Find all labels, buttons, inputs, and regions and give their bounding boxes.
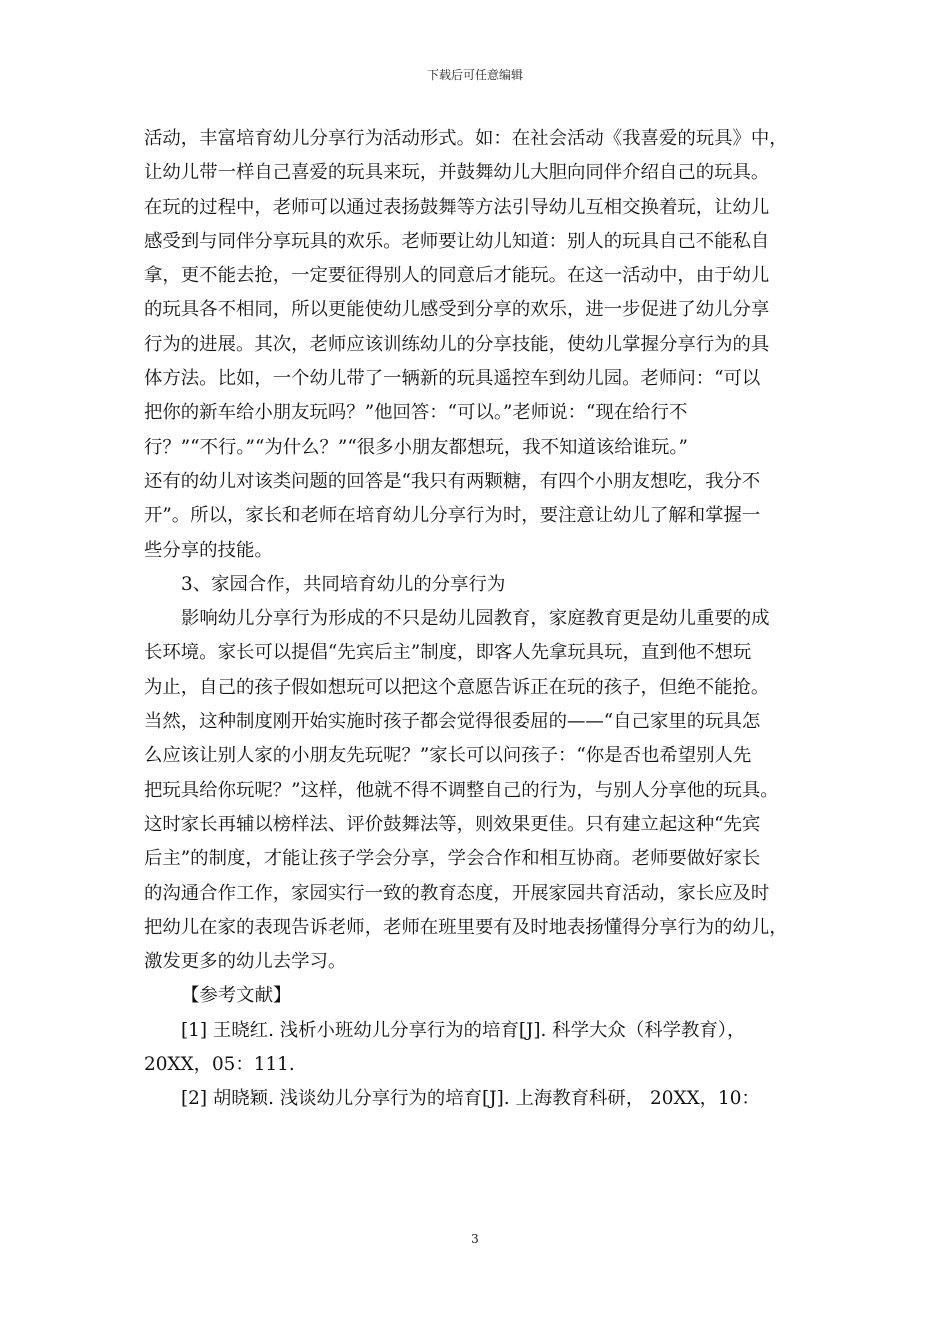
page-header: 下载后可任意编辑 bbox=[426, 68, 523, 82]
text-line: 么应该让别人家的小朋友先玩呢？”家长可以问孩子：“你是否也希望别人先 bbox=[144, 745, 752, 767]
text-line: 后主”的制度，才能让孩子学会分享，学会合作和相互协商。老师要做好家长 bbox=[144, 848, 761, 870]
body-text bbox=[144, 122, 806, 1117]
section-heading: 3、家园合作，共同培育幼儿的分享行为 bbox=[181, 573, 506, 595]
text-line: 影响幼儿分享行为形成的不只是幼儿园教育，家庭教育更是幼儿重要的成 bbox=[181, 608, 770, 630]
text-line: 开”。所以，家长和老师在培育幼儿分享行为时，要注意让幼儿了解和掌握一 bbox=[144, 505, 761, 527]
text-line: 把玩具给你玩呢？”这样，他就不得不调整自己的行为，与别人分享他的玩具。 bbox=[144, 779, 779, 801]
reference-entry-continued: 20XX，05：111. bbox=[144, 1054, 295, 1076]
text-line: 还有的幼儿对该类问题的回答是“我只有两颗糖，有四个小朋友想吃，我分不 bbox=[144, 470, 761, 492]
text-line: 的玩具各不相同，所以更能使幼儿感受到分享的欢乐，进一步促进了幼儿分享 bbox=[144, 299, 770, 321]
reference-entry: [2] 胡晓颖. 浅谈幼儿分享行为的培育[J]. 上海教育科研， 20XX，10： bbox=[181, 1088, 760, 1110]
text-line: 当然，这种制度刚开始实施时孩子都会觉得很委屈的——“自己家里的玩具怎 bbox=[144, 711, 761, 733]
text-line: 把你的新车给小朋友玩吗？”他回答：“可以。”老师说：“现在给行不 bbox=[144, 402, 688, 424]
text-line: 在玩的过程中，老师可以通过表扬鼓舞等方法引导幼儿互相交换着玩，让幼儿 bbox=[144, 196, 770, 218]
text-line: 感受到与同伴分享玩具的欢乐。老师要让幼儿知道：别人的玩具自己不能私自 bbox=[144, 230, 770, 252]
text-line: 活动，丰富培育幼儿分享行为活动形式。如：在社会活动《我喜爱的玩具》中， bbox=[144, 128, 788, 149]
text-line: 行？”“不行。”“为什么？”“很多小朋友都想玩，我不知道该给谁玩。” bbox=[144, 436, 688, 458]
page-number: 3 bbox=[471, 1232, 479, 1246]
text-line: 让幼儿带一样自己喜爱的玩具来玩，并鼓舞幼儿大胆向同伴介绍自己的玩具。 bbox=[144, 162, 770, 184]
text-line: 这时家长再辅以榜样法、评价鼓舞法等，则效果更佳。只有建立起这种“先宾 bbox=[144, 813, 761, 835]
text-line: 拿，更不能去抢，一定要征得别人的同意后才能玩。在这一活动中，由于幼儿 bbox=[144, 265, 770, 287]
text-line: 把幼儿在家的表现告诉老师，老师在班里要有及时地表扬懂得分享行为的幼儿， bbox=[144, 916, 788, 938]
text-line: 的沟通合作工作，家园实行一致的教育态度，开展家园共育活动，家长应及时 bbox=[144, 882, 770, 904]
text-line: 激发更多的幼儿去学习。 bbox=[144, 951, 347, 973]
references-heading: 【参考文献】 bbox=[181, 985, 292, 1007]
text-line: 为止，自己的孩子假如想玩可以把这个意愿告诉正在玩的孩子，但绝不能抢。 bbox=[144, 676, 770, 698]
text-line: 行为的进展。其次，老师应该训练幼儿的分享技能，使幼儿掌握分享行为的具 bbox=[144, 333, 770, 355]
text-line: 长环境。家长可以提倡“先宾后主”制度，即客人先拿玩具玩，直到他不想玩 bbox=[144, 642, 752, 664]
reference-entry: [1] 王晓红. 浅析小班幼儿分享行为的培育[J]. 科学大众（科学教育）， bbox=[181, 1019, 746, 1041]
text-line: 些分享的技能。 bbox=[144, 539, 273, 561]
text-line: 体方法。比如，一个幼儿带了一辆新的玩具遥控车到幼儿园。老师问：“可以 bbox=[144, 368, 761, 390]
